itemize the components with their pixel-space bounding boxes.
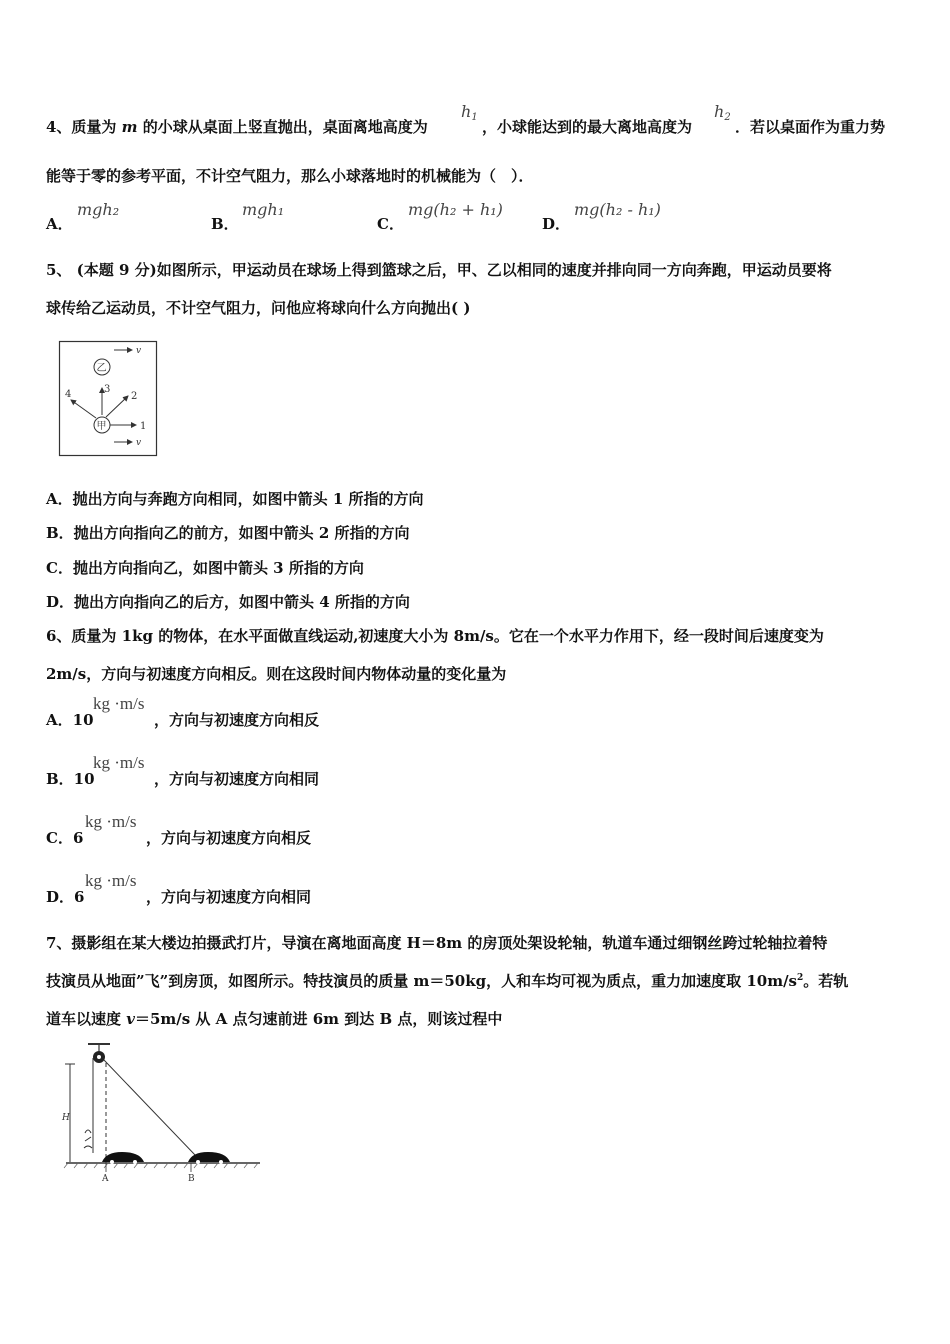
q6-option-b-label: B．10 <box>46 770 95 788</box>
q6-option-b-unit: kg ·m/s <box>93 753 145 772</box>
q7-line3: 道车以速度 v＝5m/s 从 A 点匀速前进 6m 到达 B 点，则该过程中 <box>46 1010 503 1028</box>
height-label: H <box>62 1113 70 1123</box>
q4-var-m: m <box>121 118 138 136</box>
q6-option-d-text: ，方向与初速度方向相同 <box>146 888 312 906</box>
q4-h1: $h_1$ <box>461 102 478 123</box>
q5-figure <box>58 340 158 458</box>
q4-line1c: ．若以桌面作为重力势 <box>735 118 886 136</box>
q6-option-c-unit: kg ·m/s <box>85 812 137 831</box>
figure-frame <box>60 342 157 456</box>
q4-line2: 能等于零的参考平面，不计空气阻力，那么小球落地时的机械能为（ ）． <box>46 167 534 185</box>
arrow-2-label: 2 <box>131 391 138 402</box>
performer <box>84 1130 92 1148</box>
q4-option-d-expr: mg(h₂ - h₁) <box>574 200 661 219</box>
point-a-label: A <box>102 1174 109 1184</box>
player-yi-label: 乙 <box>96 363 107 374</box>
q6-option-c-label: C．6 <box>46 829 84 847</box>
q4-text: 4、质量为 <box>46 118 122 136</box>
q5-option-a: A．抛出方向与奔跑方向相同，如图中箭头 1 所指的方向 <box>46 490 424 508</box>
q6-option-d-label: D．6 <box>46 888 85 906</box>
arrow-2 <box>106 396 128 417</box>
rope-diagonal <box>104 1060 196 1156</box>
point-b-label: B <box>188 1174 195 1184</box>
car-at-b <box>188 1152 230 1162</box>
q6-line1: 6、质量为 1kg 的物体，在水平面做直线运动,初速度大小为 8m/s。它在一个水平力作用下，经一段时间后速度变为 <box>46 627 824 645</box>
arrow-3-label: 3 <box>104 384 111 395</box>
q6-option-a-label: A．10 <box>46 711 94 729</box>
q4-h2: $h_2$ <box>714 102 731 123</box>
q7-line1: 7、摄影组在某大楼边拍摄武打片，导演在离地面高度 H＝8m 的房顶处架设轮轴，轨道车通过细钢丝跨过轮轴拉着特 <box>46 934 828 952</box>
q7-figure <box>58 1038 268 1190</box>
velocity-label-top: v <box>136 346 142 356</box>
q5-option-c: C．抛出方向指向乙，如图中箭头 3 所指的方向 <box>46 559 364 577</box>
car-at-a <box>102 1152 144 1162</box>
q6-option-d-unit: kg ·m/s <box>85 871 137 890</box>
arrow-4 <box>71 400 96 418</box>
q6-option-b-text: ，方向与初速度方向相同 <box>154 770 320 788</box>
q4-option-b-expr: mgh₁ <box>242 200 285 219</box>
velocity-label-bottom: v <box>136 438 142 448</box>
arrow-1-label: 1 <box>140 421 147 432</box>
q6-option-c-text: ，方向与初速度方向相反 <box>146 829 312 847</box>
q5-line1: 5、 (本题 9 分)如图所示，甲运动员在球场上得到篮球之后，甲、乙以相同的速度并排向同一方向奔跑，甲运动员要将 <box>46 261 832 279</box>
q5-option-d: D．抛出方向指向乙的后方，如图中箭头 4 所指的方向 <box>46 593 410 611</box>
q4-option-c-expr: mg(h₂ + h₁) <box>408 200 503 219</box>
q7-line2: 技演员从地面”飞”到房顶，如图所示。特技演员的质量 m＝50kg，人和车均可视为质点，重力加速度取 $10m/s^2$。若轨 <box>46 972 849 990</box>
q6-option-a-text: ，方向与初速度方向相反 <box>154 711 320 729</box>
q4-line1 <box>46 116 428 137</box>
q4-text: 的小球从桌面上竖直抛出，桌面离地高度为 <box>137 118 428 136</box>
q4-option-a-expr: mgh₂ <box>77 200 120 219</box>
q4-option-b-label: B． <box>211 215 239 233</box>
q5-line2: 球传给乙运动员，不计空气阻力，问他应将球向什么方向抛出( ) <box>46 299 471 317</box>
player-jia-label: 甲 <box>96 421 107 432</box>
q4-option-d-label: D． <box>542 215 571 233</box>
q6-line2: 2m/s，方向与初速度方向相反。则在这段时间内物体动量的变化量为 <box>46 665 507 683</box>
arrow-4-label: 4 <box>65 389 72 400</box>
q4-option-a-label: A． <box>46 215 73 233</box>
q4-option-c-label: C． <box>377 215 404 233</box>
q4-line1b: ，小球能达到的最大离地高度为 <box>482 118 693 136</box>
q6-option-a-unit: kg ·m/s <box>93 694 145 713</box>
q5-option-b: B．抛出方向指向乙的前方，如图中箭头 2 所指的方向 <box>46 524 410 542</box>
